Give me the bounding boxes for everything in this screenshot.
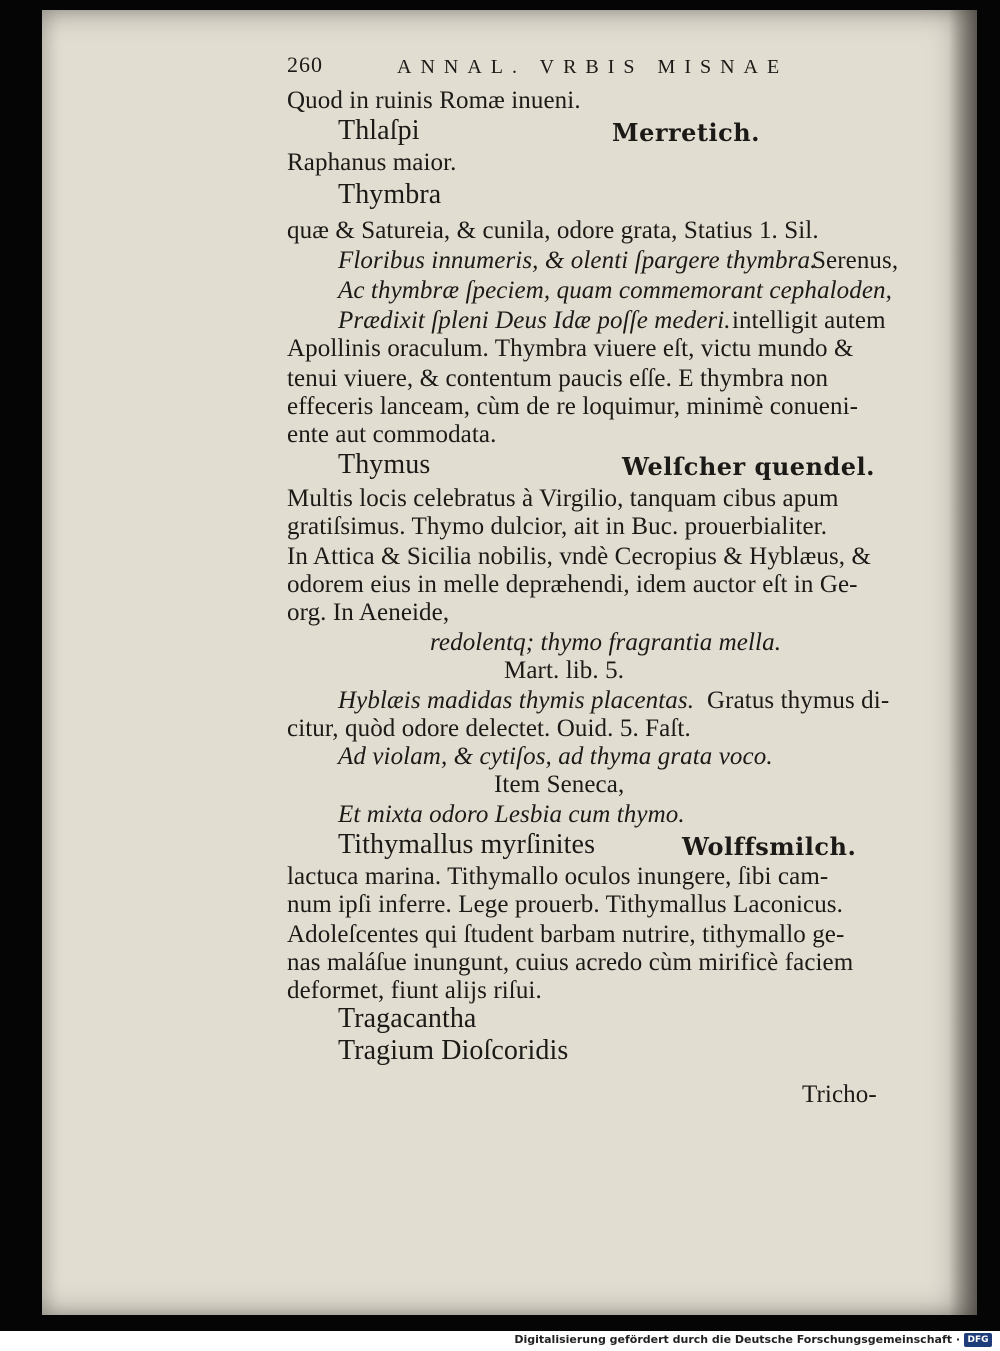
running-head: ANNAL. VRBIS MISNAE (397, 56, 789, 78)
german-gloss: Welſcher quendel. (622, 452, 876, 481)
lemma-line: Tithymallus myrſinites (338, 829, 596, 860)
german-gloss: Merretich. (612, 118, 761, 147)
text-line: Apollinis oraculum. Thymbra viuere eſt, victu mundo & (287, 335, 854, 362)
text-line: Multis locis celebratus à Virgilio, tanquam cibus apum (287, 485, 839, 512)
text-line: Item Seneca, (494, 771, 625, 798)
text-line: quæ & Satureia, & cunila, odore grata, Statius 1. Sil. (287, 217, 819, 244)
text-line: In Attica & Sicilia nobilis, vndè Cecropius & Hyblæus, & (287, 543, 872, 570)
lemma-line: Thlaſpi (338, 115, 420, 146)
book-page (42, 10, 977, 1315)
text-line: lactuca marina. Tithymallo oculos inungere, ſibi cam- (287, 863, 829, 890)
text-line: Quod in ruinis Romæ inueni. (287, 87, 581, 114)
verse-line: Prædixit ſpleni Deus Idæ poſſe mederi. (338, 307, 731, 334)
text-line: Adoleſcentes qui ſtudent barbam nutrire, tithymallo ge- (287, 921, 845, 948)
text-line: nas maláſue inungunt, cuius acredo cùm mirificè faciem (287, 949, 854, 976)
text-line: Gratus thymus di- (707, 687, 890, 714)
lemma-line: Tragium Dioſcoridis (338, 1035, 569, 1066)
text-line: odorem eius in melle depræhendi, idem auctor eſt in Ge- (287, 571, 858, 598)
verse-line: redolentq; thymo fragrantia mella. (430, 629, 782, 656)
verse-line: Ad violam, & cytiſos, ad thyma grata voco. (338, 743, 773, 770)
page-number: 260 (287, 52, 323, 77)
verse-line: Et mixta odoro Lesbia cum thymo. (338, 801, 685, 828)
text-line: Serenus, (812, 247, 899, 274)
german-gloss: Wolffsmilch. (682, 832, 857, 861)
lemma-line: Tragacantha (338, 1003, 477, 1034)
catchword: Tricho- (802, 1081, 877, 1108)
funding-credit: Digitalisierung gefördert durch die Deutsche Forschungsgemeinschaft · (514, 1333, 960, 1346)
verse-line: Ac thymbræ ſpeciem, quam commemorant cephaloden, (338, 277, 892, 304)
text-line: effeceris lanceam, cùm de re loquimur, minimè conueni- (287, 393, 859, 420)
text-line: tenui viuere, & contentum paucis eſſe. E thymbra non (287, 365, 829, 392)
text-line: gratiſsimus. Thymo dulcior, ait in Buc. prouerbialiter. (287, 513, 828, 540)
verse-line: Floribus innumeris, & olenti ſpargere thymbra. (338, 247, 817, 274)
verse-line: Hyblæis madidas thymis placentas. (338, 687, 695, 714)
text-line: Mart. lib. 5. (504, 657, 625, 684)
text-line: Raphanus maior. (287, 149, 457, 176)
text-line: org. In Aeneide, (287, 599, 450, 626)
text-line: ente aut commodata. (287, 421, 497, 448)
dfg-logo-icon: DFG (964, 1333, 992, 1347)
text-line: deformet, fiunt alijs riſui. (287, 977, 542, 1004)
digitization-footer (0, 1331, 1000, 1351)
text-line: intelligit autem (732, 307, 886, 334)
page-text-block (42, 10, 977, 1315)
lemma-line: Thymbra (338, 179, 442, 210)
lemma-line: Thymus (338, 449, 431, 480)
text-line: citur, quòd odore delectet. Ouid. 5. Faſt. (287, 715, 691, 742)
text-line: num ipſi inferre. Lege prouerb. Tithymallus Laconicus. (287, 891, 843, 918)
